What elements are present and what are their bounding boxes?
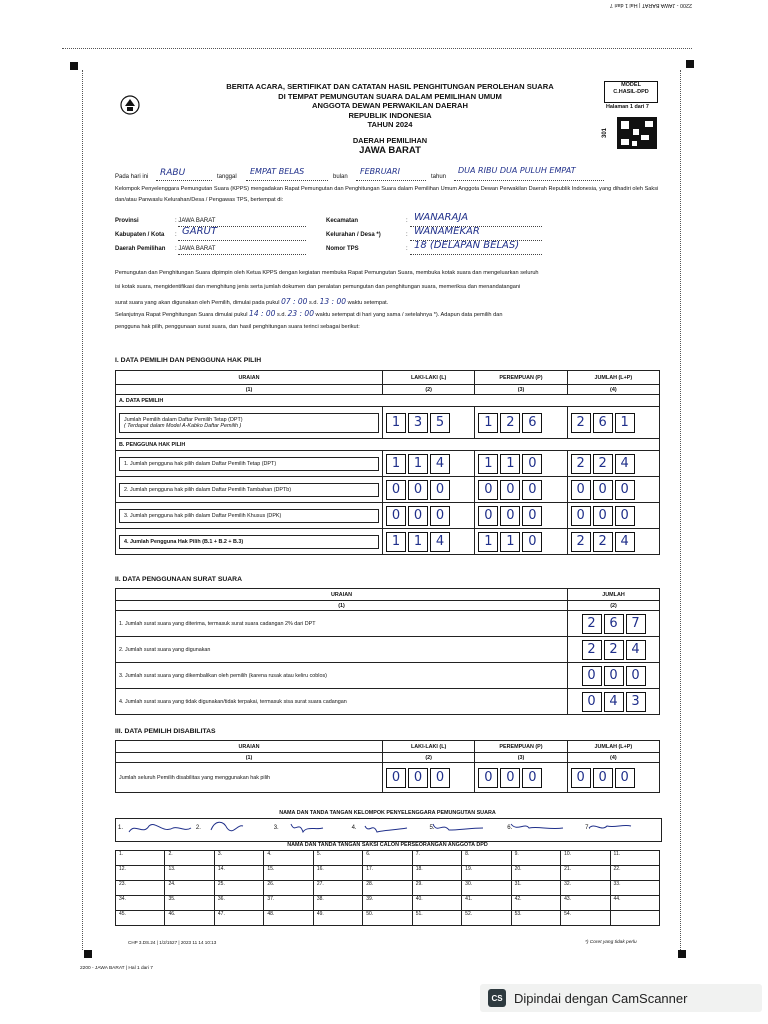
saksi-cell: 38. <box>313 896 362 911</box>
kelurahan-label: Kelurahan / Desa *) <box>326 232 381 238</box>
digit-box: 0 <box>626 666 646 686</box>
saksi-cell: 21. <box>561 866 610 881</box>
digit-box: 0 <box>386 768 406 788</box>
section-2-title: II. DATA PENGGUNAAN SURAT SUARA <box>115 576 242 583</box>
digit-box: 0 <box>408 480 428 500</box>
digit-box: 0 <box>522 768 542 788</box>
section-3-table: URAIAN LAKI-LAKI (L) PEREMPUAN (P) JUMLAH (L+P) (1) (2) (3) (4) Jumlah seluruh Pemilih disabilitas yang menggunakan hak pilih 0 0 0 0 0 0 0 0 0 <box>115 740 660 793</box>
saksi-cell: 41. <box>462 896 511 911</box>
saksi-cell: 27. <box>313 881 362 896</box>
digit-box: 2 <box>582 614 602 634</box>
day-line <box>156 180 212 181</box>
saksi-cell: 12. <box>116 866 165 881</box>
saksi-cell: 20. <box>511 866 560 881</box>
digit-box: 0 <box>386 480 406 500</box>
dpt-male-digits <box>386 413 471 433</box>
digit-box: 0 <box>522 506 542 526</box>
saksi-cell: 4. <box>264 851 313 866</box>
saksi-cell: 6. <box>363 851 412 866</box>
saksi-cell: 1. <box>116 851 165 866</box>
tps-line <box>410 254 542 255</box>
digit-box: 4 <box>430 454 450 474</box>
digit-box: 0 <box>522 454 542 474</box>
kabupaten-value: GARUT <box>182 226 217 237</box>
table-row: 1. Jumlah surat suara yang diterima, termasuk surat suara cadangan 2% dari DPT 2 6 7 <box>116 611 660 637</box>
table-row <box>116 911 660 926</box>
digit-box: 1 <box>386 532 406 552</box>
kpps-signature-title: NAMA DAN TANDA TANGAN KELOMPOK PENYELENGGARA PEMUNGUTAN SUARA <box>279 810 496 816</box>
digit-box: 1 <box>408 454 428 474</box>
footer-code: CHP 3.DS.24 | 1/2/1527 | 2023 11 14 10:13 <box>128 940 217 945</box>
section-2-table: URAIAN JUMLAH (1) (2) 1. Jumlah surat suara yang diterima, termasuk surat suara cadangan 2% dari DPT 2 6 7 2. Jumlah surat suara yang digunakan 2 2 4 3. Jumlah surat suara yang dikembalikan oleh pemilih (karena rusak atau keliru coblos) 0 0 0 4. Jumlah surat suara yang tidak digunakan/tidak terpakai, termasuk sisa surat suara cadangan 0 4 3 <box>115 588 660 715</box>
page-indicator: Halaman 1 dari 7 <box>606 104 649 110</box>
digit-box: 3 <box>626 692 646 712</box>
digit-box: 1 <box>478 532 498 552</box>
year-label: tahun <box>431 174 447 180</box>
date-line <box>246 180 328 181</box>
top-dotted-line <box>62 48 692 49</box>
digit-box: 1 <box>386 413 406 433</box>
month-line <box>356 180 426 181</box>
dapil-label: Daerah Pemilihan <box>115 246 166 252</box>
provinsi-label: Provinsi <box>115 218 139 224</box>
procedure-line-4: Selanjutnya Rapat Penghitungan Suara dimulai pukul 14 : 00 s.d. 23 : 00 waktu setempat di hari yang sama / setelahnya *). Adapun data pemilih dan <box>115 309 503 318</box>
digit-box: 0 <box>430 506 450 526</box>
digit-box: 0 <box>522 532 542 552</box>
saksi-cell: 25. <box>214 881 263 896</box>
digit-box: 1 <box>615 413 635 433</box>
digit-box: 1 <box>500 454 520 474</box>
digit-box: 1 <box>408 532 428 552</box>
top-strip-text: 2200 - JAWA BARAT | Hal 1 dari 7 <box>610 2 692 8</box>
count-end-time: 23 : 00 <box>287 309 314 318</box>
document-title: BERITA ACARA, SERTIFIKAT DAN CATATAN HASIL PENGHITUNGAN PEROLEHAN SUARA DI TEMPAT PEMUNGUTAN SUARA DALAM PEMILIHAN UMUM ANGGOTA DEWAN PERWAKILAN DAERAH REPUBLIK INDONESIA TAHUN 2024 <box>226 82 554 130</box>
saksi-cell: 46. <box>165 911 214 926</box>
digit-box: 0 <box>615 768 635 788</box>
corner-mark <box>84 950 92 958</box>
procedure-line-1: Pemungutan dan Penghitungan Suara dipimpin oleh Ketua KPPS dengan kegiatan membuka Rapat Pemungutan Suara, membuka kotak suara dan mengeluarkan seluruh <box>115 270 539 276</box>
table-row: 3. Jumlah pengguna hak pilih dalam Daftar Pemilih Khusus (DPK) 0 0 0 0 0 0 0 0 0 <box>116 503 660 529</box>
right-dotted-line <box>680 70 681 950</box>
digit-box: 3 <box>408 413 428 433</box>
section-1-title: I. DATA PEMILIH DAN PENGGUNA HAK PILIH <box>115 357 262 364</box>
digit-box: 7 <box>626 614 646 634</box>
digit-box: 6 <box>522 413 542 433</box>
saksi-cell: 13. <box>165 866 214 881</box>
saksi-cell: 18. <box>412 866 461 881</box>
saksi-cell: 9. <box>511 851 560 866</box>
digit-box: 1 <box>386 454 406 474</box>
digit-box: 4 <box>615 454 635 474</box>
region-heading: DAERAH PEMILIHAN JAWA BARAT <box>352 136 428 156</box>
saksi-cell: 49. <box>313 911 362 926</box>
digit-box: 0 <box>604 666 624 686</box>
saksi-cell: 33. <box>610 881 659 896</box>
digit-box: 0 <box>571 480 591 500</box>
dpt-female-digits <box>478 413 563 433</box>
saksi-cell: 50. <box>363 911 412 926</box>
saksi-cell: 30. <box>462 881 511 896</box>
saksi-cell: 45. <box>116 911 165 926</box>
saksi-cell: 39. <box>363 896 412 911</box>
saksi-cell: 11. <box>610 851 659 866</box>
dpt-label: Jumlah Pemilih dalam Daftar Pemilih Tetap (DPT) ( Terdapat dalam Model A-Kabko Daftar Pemilih ) <box>119 413 379 433</box>
saksi-cell <box>610 911 659 926</box>
saksi-signature-title: NAMA DAN TANDA TANGAN SAKSI CALON PERSEORANGAN ANGGOTA DPD <box>287 842 488 848</box>
model-box: MODEL C.HASIL-DPD <box>604 81 658 103</box>
saksi-cell: 19. <box>462 866 511 881</box>
end-time: 13 : 00 <box>319 297 346 306</box>
digit-box: 0 <box>430 480 450 500</box>
procedure-line-3: surat suara yang akan digunakan oleh Pemilih, dimulai pada pukul 07 : 00 s.d. 13 : 00 waktu setempat. <box>115 297 389 306</box>
day-label: Pada hari ini <box>115 174 149 180</box>
kpps-signature-row: 1. 2. 3. 4. 5. 6. 7. <box>115 818 662 842</box>
saksi-cell: 42. <box>511 896 560 911</box>
kelurahan-value: WANAMEKAR <box>414 226 480 237</box>
digit-box: 0 <box>430 768 450 788</box>
saksi-cell: 44. <box>610 896 659 911</box>
digit-box: 0 <box>593 480 613 500</box>
table-row <box>116 896 660 911</box>
saksi-cell: 17. <box>363 866 412 881</box>
table-row: 2. Jumlah pengguna hak pilih dalam Daftar Pemilih Tambahan (DPTb) 0 0 0 0 0 0 0 0 0 <box>116 477 660 503</box>
digit-box: 2 <box>593 532 613 552</box>
digit-box: 2 <box>582 640 602 660</box>
digit-box: 0 <box>500 480 520 500</box>
digit-box: 0 <box>500 506 520 526</box>
footer-bottom-left: 2200 - JAWA BARAT | Hal 1 dari 7 <box>80 966 153 971</box>
digit-box: 0 <box>582 666 602 686</box>
digit-box: 0 <box>478 506 498 526</box>
table-row: 4. Jumlah surat suara yang tidak digunakan/tidak terpakai, termasuk sisa surat suara cadangan 0 4 3 <box>116 689 660 715</box>
saksi-cell: 54. <box>561 911 610 926</box>
saksi-cell: 24. <box>165 881 214 896</box>
table-row <box>116 866 660 881</box>
saksi-cell: 34. <box>116 896 165 911</box>
saksi-cell: 22. <box>610 866 659 881</box>
kpps-signatures-drawing <box>115 816 660 840</box>
saksi-cell: 28. <box>363 881 412 896</box>
saksi-cell: 35. <box>165 896 214 911</box>
kecamatan-label: Kecamatan <box>326 218 359 224</box>
saksi-cell: 23. <box>116 881 165 896</box>
digit-box: 0 <box>522 480 542 500</box>
saksi-cell: 43. <box>561 896 610 911</box>
month-value: FEBRUARI <box>360 167 400 176</box>
saksi-cell: 26. <box>264 881 313 896</box>
kabupaten-line <box>178 240 306 241</box>
start-time: 07 : 00 <box>281 297 308 306</box>
saksi-cell: 7. <box>412 851 461 866</box>
digit-box: 4 <box>615 532 635 552</box>
digit-box: 2 <box>571 413 591 433</box>
table-row: 1. Jumlah pengguna hak pilih dalam Daftar Pemilih Tetap (DPT) 1 1 4 1 1 0 2 2 4 <box>116 451 660 477</box>
saksi-cell: 8. <box>462 851 511 866</box>
table-row <box>116 851 660 866</box>
procedure-line-2: isi kotak suara, mengidentifikasi dan menghitung jenis serta jumlah dokumen dan peralatan pemungutan dan penghitungan suara, memeriksa dan menandatangani <box>115 284 521 290</box>
saksi-cell: 29. <box>412 881 461 896</box>
dapil-value: : JAWA BARAT <box>175 246 216 252</box>
table-row: 3. Jumlah surat suara yang dikembalikan oleh pemilih (karena rusak atau keliru coblos) 0 0 0 <box>116 663 660 689</box>
digit-box: 0 <box>571 768 591 788</box>
digit-box: 0 <box>478 768 498 788</box>
saksi-cell: 51. <box>412 911 461 926</box>
left-dotted-line <box>82 70 83 950</box>
digit-box: 4 <box>626 640 646 660</box>
digit-box: 0 <box>615 480 635 500</box>
corner-mark <box>678 950 686 958</box>
kabupaten-label: Kabupaten / Kota <box>115 232 165 238</box>
digit-box: 0 <box>408 506 428 526</box>
table-row: 4. Jumlah Pengguna Hak Pilih (B.1 + B.2 + B.3) 1 1 4 1 1 0 2 2 4 <box>116 529 660 555</box>
camscanner-banner <box>480 984 762 1012</box>
corner-mark <box>686 60 694 68</box>
digit-box: 4 <box>604 692 624 712</box>
procedure-line-5: pengguna hak pilih, penggunaan surat suara, dan hasil penghitungan suara terinci sebagai berikut: <box>115 324 360 330</box>
saksi-cell: 2. <box>165 851 214 866</box>
saksi-cell: 48. <box>264 911 313 926</box>
digit-box: 0 <box>615 506 635 526</box>
saksi-cell: 52. <box>462 911 511 926</box>
digit-box: 6 <box>604 614 624 634</box>
digit-box: 0 <box>571 506 591 526</box>
digit-box: 2 <box>604 640 624 660</box>
digit-box: 0 <box>582 692 602 712</box>
year-line <box>454 180 604 181</box>
saksi-cell: 47. <box>214 911 263 926</box>
camscanner-label: Dipindai dengan CamScanner <box>514 990 688 1006</box>
saksi-cell: 10. <box>561 851 610 866</box>
month-label: bulan <box>333 174 348 180</box>
digit-box: 0 <box>500 768 520 788</box>
saksi-cell: 40. <box>412 896 461 911</box>
table-row <box>116 881 660 896</box>
tps-label: Nomor TPS <box>326 246 359 252</box>
date-value: EMPAT BELAS <box>250 167 305 176</box>
provinsi-value: : JAWA BARAT <box>175 218 216 224</box>
digit-box: 0 <box>593 768 613 788</box>
count-start-time: 14 : 00 <box>249 309 276 318</box>
qr-code-icon <box>617 117 657 149</box>
saksi-cell: 32. <box>561 881 610 896</box>
saksi-cell: 15. <box>264 866 313 881</box>
footer-note: *) Coret yang tidak perlu <box>585 940 637 945</box>
digit-box: 6 <box>593 413 613 433</box>
digit-box: 5 <box>430 413 450 433</box>
camscanner-logo-icon: CS <box>488 989 506 1007</box>
saksi-cell: 36. <box>214 896 263 911</box>
digit-box: 0 <box>593 506 613 526</box>
opening-paragraph: Kelompok Penyelenggara Pemungutan Suara (KPPS) mengadakan Rapat Pemungutan dan Penghitungan Suara dalam Pemilihan Umum Anggota Dewan Perwakilan Daerah Republik Indonesia, yang dihadiri oleh Saksi dan/atau Panwaslu Kelurahan/Desa / Pengawas TPS, bertempat di: <box>115 186 659 203</box>
digit-box: 1 <box>478 454 498 474</box>
form-code: 301 <box>602 127 609 139</box>
corner-mark <box>70 62 78 70</box>
kpu-logo-icon <box>118 92 142 118</box>
saksi-cell: 53. <box>511 911 560 926</box>
dpt-total-digits <box>571 413 656 433</box>
saksi-cell: 16. <box>313 866 362 881</box>
digit-box: 2 <box>571 454 591 474</box>
saksi-cell: 3. <box>214 851 263 866</box>
saksi-cell: 14. <box>214 866 263 881</box>
digit-box: 1 <box>500 532 520 552</box>
saksi-cell: 37. <box>264 896 313 911</box>
date-label: tanggal <box>217 174 237 180</box>
saksi-cell: 31. <box>511 881 560 896</box>
digit-box: 4 <box>430 532 450 552</box>
digit-box: 0 <box>386 506 406 526</box>
table-row: Jumlah seluruh Pemilih disabilitas yang menggunakan hak pilih 0 0 0 0 0 0 0 0 0 <box>116 763 660 793</box>
tps-value: 18 (DELAPAN BELAS) <box>414 240 520 251</box>
digit-box: 0 <box>478 480 498 500</box>
dapil-line <box>178 254 306 255</box>
year-value: DUA RIBU DUA PULUH EMPAT <box>458 166 576 175</box>
saksi-signature-grid <box>115 850 660 926</box>
saksi-cell: 5. <box>313 851 362 866</box>
section-3-title: III. DATA PEMILIH DISABILITAS <box>115 728 216 735</box>
section-1-table: URAIAN LAKI-LAKI (L) PEREMPUAN (P) JUMLAH (L+P) (1) (2) (3) (4) A. DATA PEMILIH Jumlah Pemilih dalam Daftar Pemilih Tetap (DPT) ( Terdapat dalam Model A-Kabko Daftar Pemilih ) 1 3 5 1 2 6 2 6 1 B. PENGGUNA HAK PILIH 1. Jumlah pengguna hak pilih dalam Daftar Pemilih Tetap (DPT) 1 1 4 1 1 0 2 2 4 2. Jumlah pengguna hak pilih dalam Daftar Pemilih Tambahan (DPTb) 0 0 0 0 0 0 0 0 0 3. Jumlah pengguna hak pilih dalam Daftar Pemilih Khusus (DPK) 0 0 0 0 0 0 0 0 0 4. Jumlah Pengguna Hak Pilih (B.1 + B.2 + B.3) 1 1 4 1 1 0 2 2 4 <box>115 370 660 555</box>
kecamatan-value: WANARAJA <box>414 212 469 223</box>
table-row: 2. Jumlah surat suara yang digunakan 2 2 4 <box>116 637 660 663</box>
digit-box: 2 <box>593 454 613 474</box>
digit-box: 1 <box>478 413 498 433</box>
digit-box: 2 <box>571 532 591 552</box>
digit-box: 0 <box>408 768 428 788</box>
digit-box: 2 <box>500 413 520 433</box>
day-value: RABU <box>160 168 186 178</box>
